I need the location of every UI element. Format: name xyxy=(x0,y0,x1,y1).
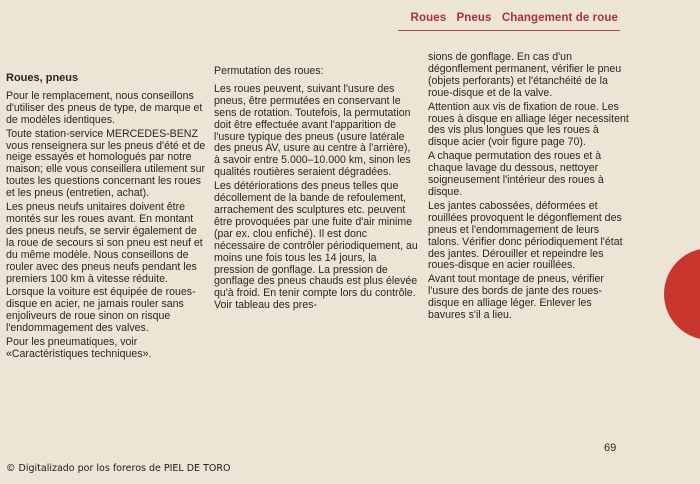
column-permutation xyxy=(214,66,419,314)
column-continued xyxy=(428,52,630,324)
paragraph: Les roues peuvent, suivant l'usure des pneus, être permutées en conservant le sens de rotation. Toutefois, la permutation doit être effectuée avant l'apparition de l'usure typique des pneus (usure latérale des pneus AV, usure au centre à l'arrière), à savoir entre 5.000–10.000 km, sinon les qualités routières seraient dégradées. xyxy=(214,82,411,179)
header-rule xyxy=(398,30,620,31)
header-crumb-pneus: Pneus xyxy=(456,12,492,24)
paragraph: Pour le remplacement, nous conseillons d'utiliser des pneus de type, de marque et de modèles identiques. xyxy=(6,89,203,126)
section-header xyxy=(396,12,618,24)
column-roues-pneus xyxy=(6,73,206,363)
paragraph: Les pneus neufs unitaires doivent être montés sur les roues avant. En montant des pneus neufs, se servir également de la roue de secours si son pneu est neuf et du même modèle. Nous conseillons de rouler avec des pneus neufs pendant les premiers 100 km à vitesse réduite. xyxy=(6,201,203,285)
page-number: 69 xyxy=(604,442,617,454)
paragraph: Les détériorations des pneus telles que décollement de la bande de refoulement, arrachement des sculptures etc. peuvent être provoquées par une fuite d'air minime (par ex. clou enfiché). Il est donc nécessaire de contrôler périodiquement, au moins une fois tous les 14 jours, la pression de gonflage. La pression de gonflage des pneus chauds est plus élevée qu'à froid. En tenir compte lors du contrôle. Voir tableau des pres- xyxy=(214,180,418,312)
paragraph: A chaque permutation des roues et à chaque lavage du dessous, nettoyer soigneusement l'intérieur des roues à disque. xyxy=(428,150,604,198)
paragraph: Les jantes cabossées, déformées et rouillées provoquent le dégonflement des pneus et l'endommagement de leurs talons. Vérifier donc périodiquement l'état des jantes. Dérouiller et repeindre les roues-disque en acier rouillées. xyxy=(428,199,623,272)
paragraph: sions de gonflage. En cas d'un dégonflement permanent, vérifier le pneu (objets perforants) et l'étanchéité de la roue-disque et de la valve. xyxy=(428,51,622,99)
header-crumb-changement: Changement de roue xyxy=(501,12,618,24)
header-crumb-roues: Roues xyxy=(410,12,447,24)
paragraph: Attention aux vis de fixation de roue. Les roues à disque en alliage léger necessitent des vis plus longues que les roues à disque acier (voir figure page 70). xyxy=(428,100,629,149)
section-title-permutation: Permutation des roues: xyxy=(214,65,324,77)
paragraph: Pour les pneumatiques, voir «Caractéristiques techniques». xyxy=(6,336,152,360)
section-title-roues-pneus: Roues, pneus xyxy=(6,72,79,84)
scan-credit: © Digitalizado por los foreros de PIEL DE TORO xyxy=(6,463,231,474)
paragraph: Toute station-service MERCEDES-BENZ vous renseignera sur les pneus d'été et de neige essayés et homologués par notre maison; elle vous conseillera utilement sur toutes les questions concernant les roues et les pneus (entretien, achat). xyxy=(6,127,206,200)
paragraph: Lorsque la voiture est équipée de roues-disque en acier, ne jamais rouler sans enjoliveurs de roue sinon on risque l'endommagement des valves. xyxy=(6,286,196,335)
paragraph: Avant tout montage de pneus, vérifier l'usure des bords de jante des roues-disque en alliage léger. Enlever les bavures s'il a lieu. xyxy=(428,273,604,322)
thumb-tab-marker xyxy=(664,248,700,340)
